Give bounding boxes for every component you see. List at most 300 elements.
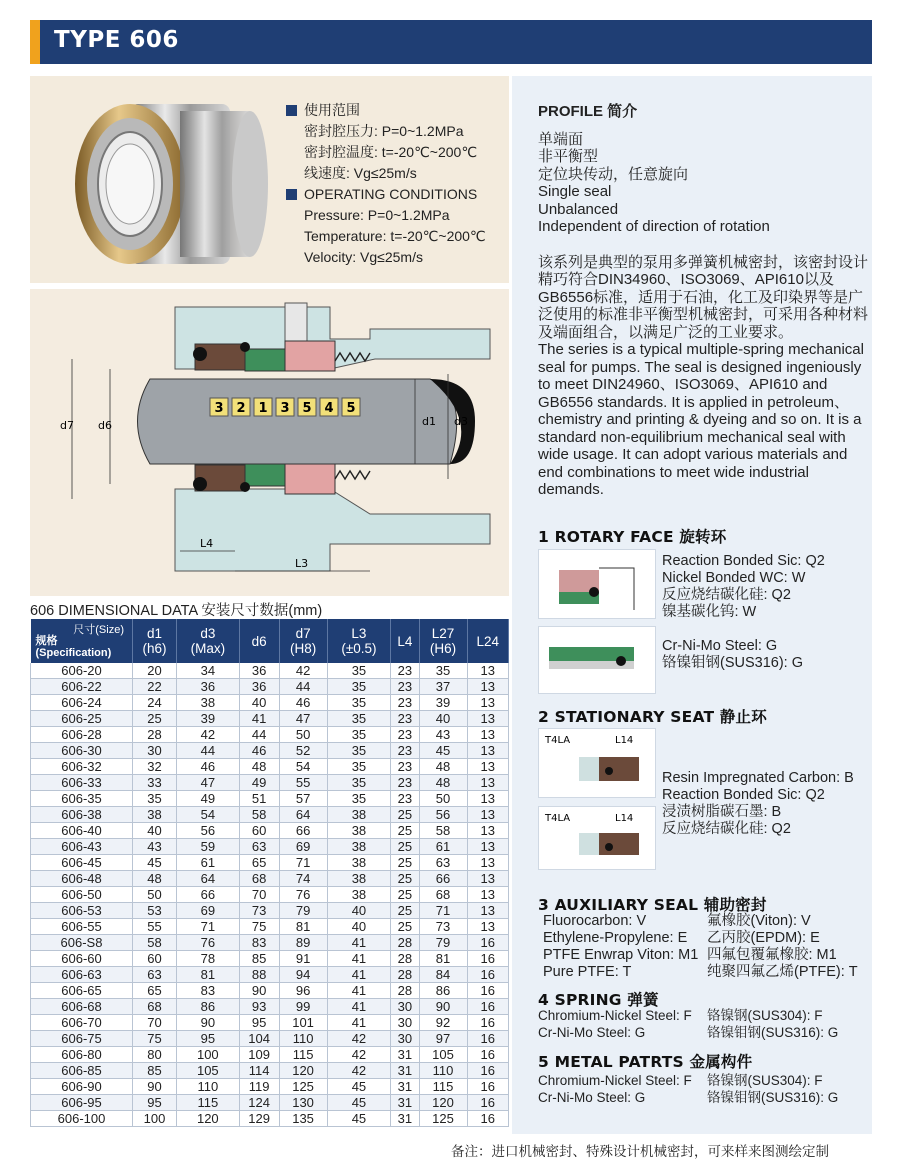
spec-cell: 606-33: [31, 775, 133, 791]
value-cell: 39: [419, 695, 467, 711]
table-body: [31, 663, 509, 1127]
col-L27: [419, 619, 467, 663]
value-cell: 66: [279, 823, 327, 839]
value-cell: 48: [419, 759, 467, 775]
value-cell: 64: [279, 807, 327, 823]
value-cell: 130: [279, 1095, 327, 1111]
value-cell: 68: [133, 999, 177, 1015]
value-cell: 100: [177, 1047, 240, 1063]
value-cell: 20: [133, 663, 177, 679]
value-cell: 16: [467, 1031, 508, 1047]
value-cell: 70: [133, 1015, 177, 1031]
value-cell: 81: [279, 919, 327, 935]
part-code-label: 1: [258, 401, 268, 416]
col-label: d7: [295, 626, 311, 641]
value-cell: 105: [419, 1047, 467, 1063]
value-cell: 83: [239, 935, 279, 951]
profile-line: 定位块传动，任意旋向: [538, 165, 689, 183]
value-cell: 16: [467, 1063, 508, 1079]
value-cell: 25: [391, 887, 419, 903]
operating-conditions: [286, 100, 486, 268]
spring-right: [707, 1007, 838, 1041]
value-cell: 50: [419, 791, 467, 807]
value-cell: 41: [327, 1015, 391, 1031]
value-cell: 23: [391, 743, 419, 759]
value-cell: 16: [467, 999, 508, 1015]
value-cell: 53: [133, 903, 177, 919]
material-line: Resin Impregnated Carbon: B: [662, 770, 854, 786]
spec-cell: 606-30: [31, 743, 133, 759]
value-cell: 55: [279, 775, 327, 791]
spec-cell: 606-40: [31, 823, 133, 839]
value-cell: 68: [239, 871, 279, 887]
value-cell: 58: [133, 935, 177, 951]
spec-header: [31, 619, 133, 663]
operating-heading: OPERATING CONDITIONS: [304, 186, 478, 202]
value-cell: 28: [391, 935, 419, 951]
value-cell: 31: [391, 1111, 419, 1127]
value-cell: 54: [177, 807, 240, 823]
value-cell: 37: [419, 679, 467, 695]
table-row: [31, 711, 509, 727]
value-cell: 83: [177, 983, 240, 999]
part-code-label: 2: [236, 401, 246, 416]
col-d1: [133, 619, 177, 663]
value-cell: 79: [419, 935, 467, 951]
material-line: 氟橡胶(Viton): V: [707, 913, 811, 929]
rotary-group-1: [662, 553, 825, 621]
value-cell: 92: [419, 1015, 467, 1031]
auxiliary-seal-heading: 3 AUXILIARY SEAL 辅助密封: [538, 896, 767, 914]
value-cell: 35: [327, 727, 391, 743]
value-cell: 35: [327, 711, 391, 727]
value-cell: 30: [391, 999, 419, 1015]
spec-cell: 606-95: [31, 1095, 133, 1111]
value-cell: 68: [419, 887, 467, 903]
value-cell: 49: [239, 775, 279, 791]
col-sub: (±0.5): [341, 641, 377, 656]
value-cell: 65: [239, 855, 279, 871]
col-L4: [391, 619, 419, 663]
value-cell: 104: [239, 1031, 279, 1047]
material-line: 四氟包覆氟橡胶: M1: [707, 947, 837, 963]
table-row: [31, 1079, 509, 1095]
value-cell: 110: [177, 1079, 240, 1095]
value-cell: 63: [239, 839, 279, 855]
value-cell: 42: [177, 727, 240, 743]
spec-cell: 606-68: [31, 999, 133, 1015]
page-title: TYPE 606: [54, 27, 179, 53]
value-cell: 31: [391, 1063, 419, 1079]
table-row: [31, 951, 509, 967]
col-label: L27: [431, 626, 455, 641]
value-cell: 45: [327, 1111, 391, 1127]
spec-cell: 606-35: [31, 791, 133, 807]
spec-cell: 606-25: [31, 711, 133, 727]
value-cell: 23: [391, 759, 419, 775]
value-cell: 45: [419, 743, 467, 759]
value-cell: 13: [467, 663, 508, 679]
value-cell: 63: [419, 855, 467, 871]
value-cell: 38: [327, 823, 391, 839]
spring-heading: 4 SPRING 弹簧: [538, 991, 659, 1009]
value-cell: 129: [239, 1111, 279, 1127]
dim-d3: d3: [454, 415, 468, 428]
value-cell: 56: [177, 823, 240, 839]
table-row: [31, 807, 509, 823]
technical-drawing-panel: [30, 289, 509, 596]
profile-line: Unbalanced: [538, 200, 619, 218]
value-cell: 85: [239, 951, 279, 967]
value-cell: 43: [133, 839, 177, 855]
value-cell: 46: [239, 743, 279, 759]
value-cell: 28: [391, 951, 419, 967]
seal-body: [75, 104, 268, 264]
value-cell: 13: [467, 903, 508, 919]
col-d7: [279, 619, 327, 663]
value-cell: 25: [391, 807, 419, 823]
value-cell: 36: [239, 663, 279, 679]
spec-cell: 606-43: [31, 839, 133, 855]
value-cell: 135: [279, 1111, 327, 1127]
value-cell: 79: [279, 903, 327, 919]
value-cell: 50: [279, 727, 327, 743]
material-line: PTFE Enwrap Viton: M1: [543, 947, 699, 963]
table-row: [31, 887, 509, 903]
value-cell: 35: [419, 663, 467, 679]
value-cell: 41: [327, 935, 391, 951]
rotary-face-thumb-2: [538, 626, 656, 694]
spec-cell: 606-90: [31, 1079, 133, 1095]
value-cell: 36: [239, 679, 279, 695]
table-row: [31, 679, 509, 695]
spec-cell: 606-32: [31, 759, 133, 775]
value-cell: 13: [467, 711, 508, 727]
value-cell: 69: [177, 903, 240, 919]
velocity-line: Velocity: Vg≤25m/s: [304, 249, 423, 265]
value-cell: 24: [133, 695, 177, 711]
metal-left: [538, 1072, 692, 1106]
rotary-face-thumb-1: [538, 549, 656, 619]
value-cell: 105: [177, 1063, 240, 1079]
value-cell: 13: [467, 807, 508, 823]
material-line: Nickel Bonded WC: W: [662, 570, 806, 586]
value-cell: 23: [391, 775, 419, 791]
col-sub: (H6): [429, 641, 457, 656]
value-cell: 13: [467, 839, 508, 855]
value-cell: 52: [279, 743, 327, 759]
value-cell: 42: [327, 1047, 391, 1063]
value-cell: 80: [133, 1047, 177, 1063]
size-label: 尺寸(Size): [73, 624, 124, 636]
metal-right: [707, 1072, 838, 1106]
col-d6: [239, 619, 279, 663]
material-line: 乙丙胶(EPDM): E: [707, 930, 820, 946]
table-header-row: [31, 619, 509, 663]
value-cell: 125: [419, 1111, 467, 1127]
value-cell: 42: [327, 1063, 391, 1079]
value-cell: 16: [467, 1079, 508, 1095]
value-cell: 71: [177, 919, 240, 935]
value-cell: 31: [391, 1095, 419, 1111]
value-cell: 69: [279, 839, 327, 855]
value-cell: 86: [177, 999, 240, 1015]
value-cell: 40: [239, 695, 279, 711]
cn-range-heading: 使用范围: [304, 102, 360, 118]
value-cell: 16: [467, 1095, 508, 1111]
value-cell: 23: [391, 711, 419, 727]
header-accent: [30, 20, 40, 64]
material-line: 镍基碳化钨: W: [662, 604, 757, 620]
bullet-square-icon: [286, 105, 297, 116]
value-cell: 33: [133, 775, 177, 791]
value-cell: 40: [133, 823, 177, 839]
value-cell: 40: [419, 711, 467, 727]
value-cell: 57: [279, 791, 327, 807]
value-cell: 42: [327, 1031, 391, 1047]
value-cell: 90: [239, 983, 279, 999]
dimension-table: [30, 619, 509, 1127]
value-cell: 66: [177, 887, 240, 903]
profile-line: Independent of direction of rotation: [538, 218, 770, 235]
pressure-line: Pressure: P=0~1.2MPa: [304, 207, 450, 223]
value-cell: 25: [391, 919, 419, 935]
spec-cn: 规格: [35, 635, 58, 647]
value-cell: 48: [133, 871, 177, 887]
spec-cell: 606-70: [31, 1015, 133, 1031]
value-cell: 49: [177, 791, 240, 807]
value-cell: 28: [391, 967, 419, 983]
value-cell: 41: [327, 951, 391, 967]
value-cell: 75: [133, 1031, 177, 1047]
value-cell: 61: [419, 839, 467, 855]
value-cell: 45: [327, 1079, 391, 1095]
table-row: [31, 871, 509, 887]
value-cell: 88: [239, 967, 279, 983]
profile-line: Single seal: [538, 183, 612, 200]
value-cell: 63: [133, 967, 177, 983]
value-cell: 16: [467, 1015, 508, 1031]
material-line: 纯聚四氟乙烯(PTFE): T: [707, 964, 858, 980]
rotary-group-2: [662, 638, 803, 672]
value-cell: 110: [419, 1063, 467, 1079]
value-cell: 81: [177, 967, 240, 983]
value-cell: 78: [177, 951, 240, 967]
material-line: Cr-Ni-Mo Steel: G: [538, 1025, 646, 1040]
value-cell: 35: [327, 695, 391, 711]
value-cell: 38: [177, 695, 240, 711]
value-cell: 13: [467, 743, 508, 759]
table-row: [31, 759, 509, 775]
value-cell: 97: [419, 1031, 467, 1047]
col-label: d6: [251, 633, 267, 649]
material-line: Cr-Ni-Mo Steel: G: [538, 1090, 646, 1105]
dim-d7: d7: [60, 419, 74, 432]
value-cell: 13: [467, 775, 508, 791]
value-cell: 23: [391, 727, 419, 743]
value-cell: 30: [391, 1031, 419, 1047]
spec-cell: 606-75: [31, 1031, 133, 1047]
value-cell: 35: [133, 791, 177, 807]
value-cell: 55: [133, 919, 177, 935]
value-cell: 13: [467, 871, 508, 887]
material-line: 铬镍钢(SUS304): F: [707, 1008, 823, 1023]
spec-cell: 606-38: [31, 807, 133, 823]
spec-cell: 606-63: [31, 967, 133, 983]
material-line: 反应烧结碳化硅: Q2: [662, 821, 791, 837]
value-cell: 13: [467, 791, 508, 807]
part-code-labels: [210, 398, 360, 416]
part-code-label: 4: [324, 401, 334, 416]
value-cell: 60: [239, 823, 279, 839]
value-cell: 38: [327, 871, 391, 887]
footer-note: 备注：进口机械密封、特殊设计机械密封，可来样来图测绘定制: [451, 1144, 829, 1159]
table-row: [31, 967, 509, 983]
value-cell: 40: [327, 903, 391, 919]
value-cell: 120: [279, 1063, 327, 1079]
col-label: d3: [200, 626, 216, 641]
value-cell: 44: [239, 727, 279, 743]
table-row: [31, 839, 509, 855]
value-cell: 75: [239, 919, 279, 935]
value-cell: 95: [177, 1031, 240, 1047]
material-line: Reaction Bonded Sic: Q2: [662, 553, 825, 569]
value-cell: 16: [467, 935, 508, 951]
spec-cell: 606-S8: [31, 935, 133, 951]
material-line: Cr-Ni-Mo Steel: G: [662, 638, 778, 654]
value-cell: 71: [419, 903, 467, 919]
table-row: [31, 919, 509, 935]
thumb-label: T4LA: [545, 735, 571, 746]
auxiliary-right: [707, 913, 858, 981]
material-line: 反应烧结碳化硅: Q2: [662, 587, 791, 603]
thumb-label: T4LA: [545, 813, 571, 824]
value-cell: 13: [467, 823, 508, 839]
value-cell: 120: [419, 1095, 467, 1111]
value-cell: 95: [133, 1095, 177, 1111]
material-line: Fluorocarbon: V: [543, 913, 647, 929]
rotary-face-heading: 1 ROTARY FACE 旋转环: [538, 528, 727, 546]
table-row: [31, 663, 509, 679]
material-line: 铬镍钢(SUS304): F: [707, 1073, 823, 1088]
description-en: The series is a typical multiple-spring mechanical seal for pumps. The seal is designed ingeniously to meet DIN24960、ISO3069、API610 and GB6556 standards. It is applied in petroleum、chemistry and printing & dyeing and so on. It is a standard non-equilibrium mechanical seal with wide usage. It can adopt various materials and end combinations to meet wide industrial demands.: [538, 341, 864, 498]
dim-L14: L14: [615, 813, 634, 824]
value-cell: 35: [327, 791, 391, 807]
spec-cell: 606-53: [31, 903, 133, 919]
value-cell: 66: [419, 871, 467, 887]
value-cell: 34: [177, 663, 240, 679]
value-cell: 46: [279, 695, 327, 711]
value-cell: 110: [279, 1031, 327, 1047]
value-cell: 23: [391, 791, 419, 807]
profile-line: 单端面: [538, 130, 584, 148]
spec-cell: 606-20: [31, 663, 133, 679]
spec-cell: 606-55: [31, 919, 133, 935]
value-cell: 59: [177, 839, 240, 855]
value-cell: 74: [279, 871, 327, 887]
value-cell: 13: [467, 695, 508, 711]
table-row: [31, 935, 509, 951]
value-cell: 31: [391, 1079, 419, 1095]
value-cell: 51: [239, 791, 279, 807]
col-sub: (Max): [190, 641, 226, 656]
metal-parts-heading: 5 METAL PATRTS 金属构件: [538, 1053, 753, 1071]
dim-d1: d1: [422, 415, 436, 428]
value-cell: 25: [391, 823, 419, 839]
value-cell: 64: [177, 871, 240, 887]
value-cell: 54: [279, 759, 327, 775]
value-cell: 25: [133, 711, 177, 727]
value-cell: 38: [327, 839, 391, 855]
value-cell: 43: [419, 727, 467, 743]
value-cell: 28: [133, 727, 177, 743]
part-code-label: 5: [346, 401, 356, 416]
spec-cell: 606-45: [31, 855, 133, 871]
value-cell: 42: [279, 663, 327, 679]
material-line: 铬镍钼钢(SUS316): G: [662, 655, 803, 671]
table-row: [31, 983, 509, 999]
spec-cell: 606-100: [31, 1111, 133, 1127]
material-line: Reaction Bonded Sic: Q2: [662, 787, 825, 803]
value-cell: 35: [327, 775, 391, 791]
table-row: [31, 1047, 509, 1063]
value-cell: 44: [177, 743, 240, 759]
value-cell: 16: [467, 951, 508, 967]
col-L3: [327, 619, 391, 663]
value-cell: 124: [239, 1095, 279, 1111]
value-cell: 48: [239, 759, 279, 775]
value-cell: 86: [419, 983, 467, 999]
value-cell: 109: [239, 1047, 279, 1063]
table-row: [31, 1015, 509, 1031]
value-cell: 114: [239, 1063, 279, 1079]
value-cell: 16: [467, 1111, 508, 1127]
spec-cell: 606-28: [31, 727, 133, 743]
value-cell: 32: [133, 759, 177, 775]
value-cell: 41: [327, 999, 391, 1015]
value-cell: 23: [391, 679, 419, 695]
spec-cell: 606-85: [31, 1063, 133, 1079]
table-row: [31, 1095, 509, 1111]
stationary-seat-heading: 2 STATIONARY SEAT 静止环: [538, 708, 767, 726]
table-row: [31, 695, 509, 711]
spec-label: [36, 635, 112, 659]
value-cell: 65: [133, 983, 177, 999]
value-cell: 90: [419, 999, 467, 1015]
value-cell: 30: [133, 743, 177, 759]
material-line: 铬镍钼钢(SUS316): G: [707, 1025, 839, 1040]
col-d3: [177, 619, 240, 663]
value-cell: 58: [239, 807, 279, 823]
description-cn: 该系列是典型的泵用多弹簧机械密封，该密封设计精巧符合DIN34960、ISO3069、API610以及GB6556标准，适用于石油，化工及印染界等是广泛使用的标准非平衡型机械密封，可采用各种材料及端面组合，以满足广泛的工业要求。: [538, 253, 869, 341]
table-row: [31, 791, 509, 807]
table-row: [31, 855, 509, 871]
spring-left: [538, 1007, 692, 1041]
dim-L3: L3: [295, 557, 309, 570]
value-cell: 13: [467, 887, 508, 903]
value-cell: 40: [327, 919, 391, 935]
material-line: Chromium-Nickel Steel: F: [538, 1008, 692, 1023]
value-cell: 47: [279, 711, 327, 727]
value-cell: 13: [467, 759, 508, 775]
spec-cell: 606-65: [31, 983, 133, 999]
value-cell: 76: [177, 935, 240, 951]
value-cell: 16: [467, 1047, 508, 1063]
value-cell: 73: [419, 919, 467, 935]
value-cell: 45: [133, 855, 177, 871]
stationary-seat-thumb-1: [538, 728, 656, 798]
value-cell: 93: [239, 999, 279, 1015]
